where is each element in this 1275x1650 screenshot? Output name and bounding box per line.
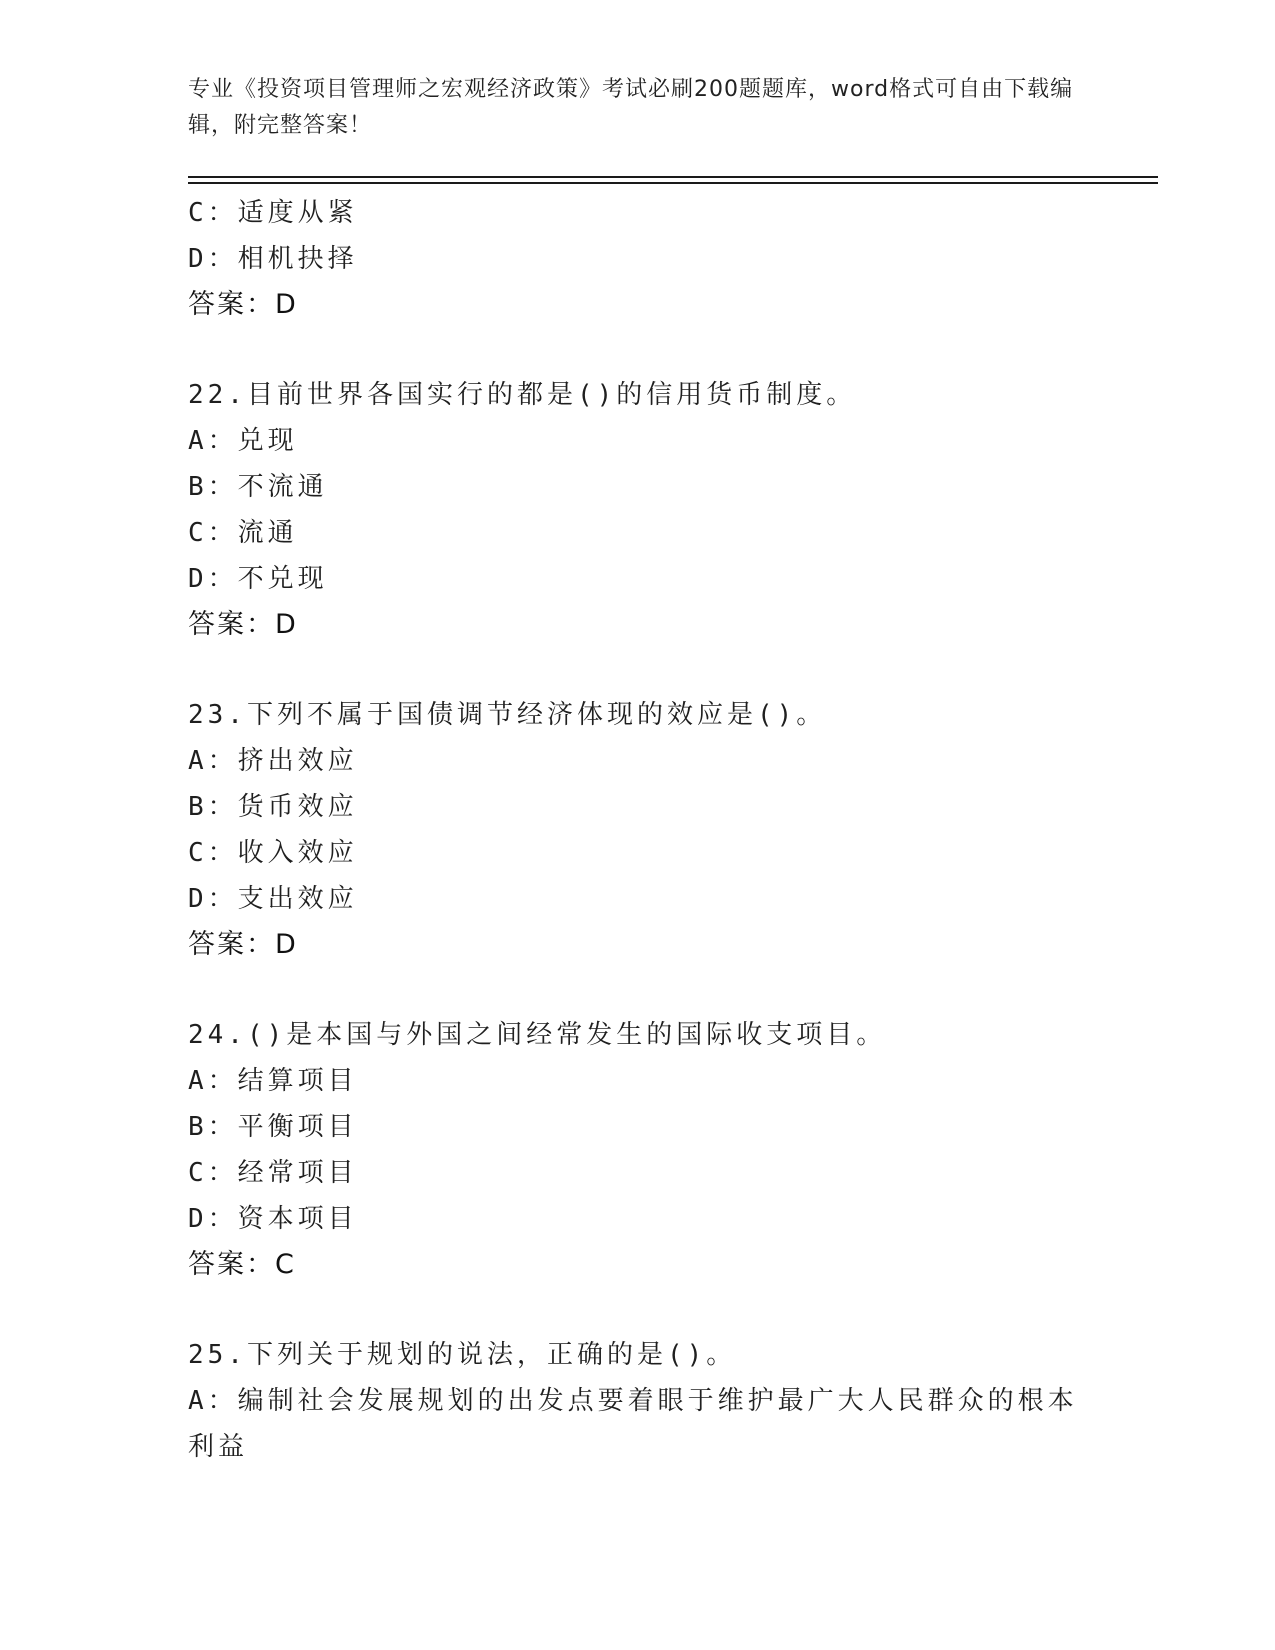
option-d: D：相机抉择 xyxy=(188,244,358,274)
header-divider-bottom xyxy=(188,182,1158,184)
header-divider-top xyxy=(188,176,1158,178)
question-text: 24.()是本国与外国之间经常发生的国际收支项目。 xyxy=(188,1020,887,1050)
question-block xyxy=(188,692,1128,968)
option-b: B：平衡项目 xyxy=(188,1112,358,1142)
question-block xyxy=(188,1012,1128,1288)
answer-line: 答案：D xyxy=(188,289,298,320)
answer-line: 答案：D xyxy=(188,609,298,640)
option-c: C：收入效应 xyxy=(188,838,358,868)
option-b: B：货币效应 xyxy=(188,792,358,822)
option-c: C：流通 xyxy=(188,518,298,548)
option-c: C：适度从紧 xyxy=(188,198,358,228)
question-block xyxy=(188,190,1128,328)
option-a: A：挤出效应 xyxy=(188,746,358,776)
option-a: A：兑现 xyxy=(188,426,298,456)
question-block xyxy=(188,372,1128,648)
option-d: D：资本项目 xyxy=(188,1204,358,1234)
question-text: 23.下列不属于国债调节经济体现的效应是()。 xyxy=(188,700,827,730)
document-header: 专业《投资项目管理师之宏观经济政策》考试必刷200题题库，word格式可自由下载编辑，附完整答案！ xyxy=(188,77,1074,138)
option-d: D：不兑现 xyxy=(188,564,328,594)
question-list xyxy=(188,190,1128,1470)
option-a: A：编制社会发展规划的出发点要着眼于维护最广大人民群众的根本利益 xyxy=(188,1386,1078,1462)
question-text: 22.目前世界各国实行的都是()的信用货币制度。 xyxy=(188,380,857,410)
option-b: B：不流通 xyxy=(188,472,328,502)
question-text: 25.下列关于规划的说法，正确的是()。 xyxy=(188,1340,737,1370)
option-d: D：支出效应 xyxy=(188,884,358,914)
option-c: C：经常项目 xyxy=(188,1158,358,1188)
answer-line: 答案：D xyxy=(188,929,298,960)
question-block xyxy=(188,1332,1128,1470)
answer-line: 答案：C xyxy=(188,1249,296,1280)
option-a: A：结算项目 xyxy=(188,1066,358,1096)
